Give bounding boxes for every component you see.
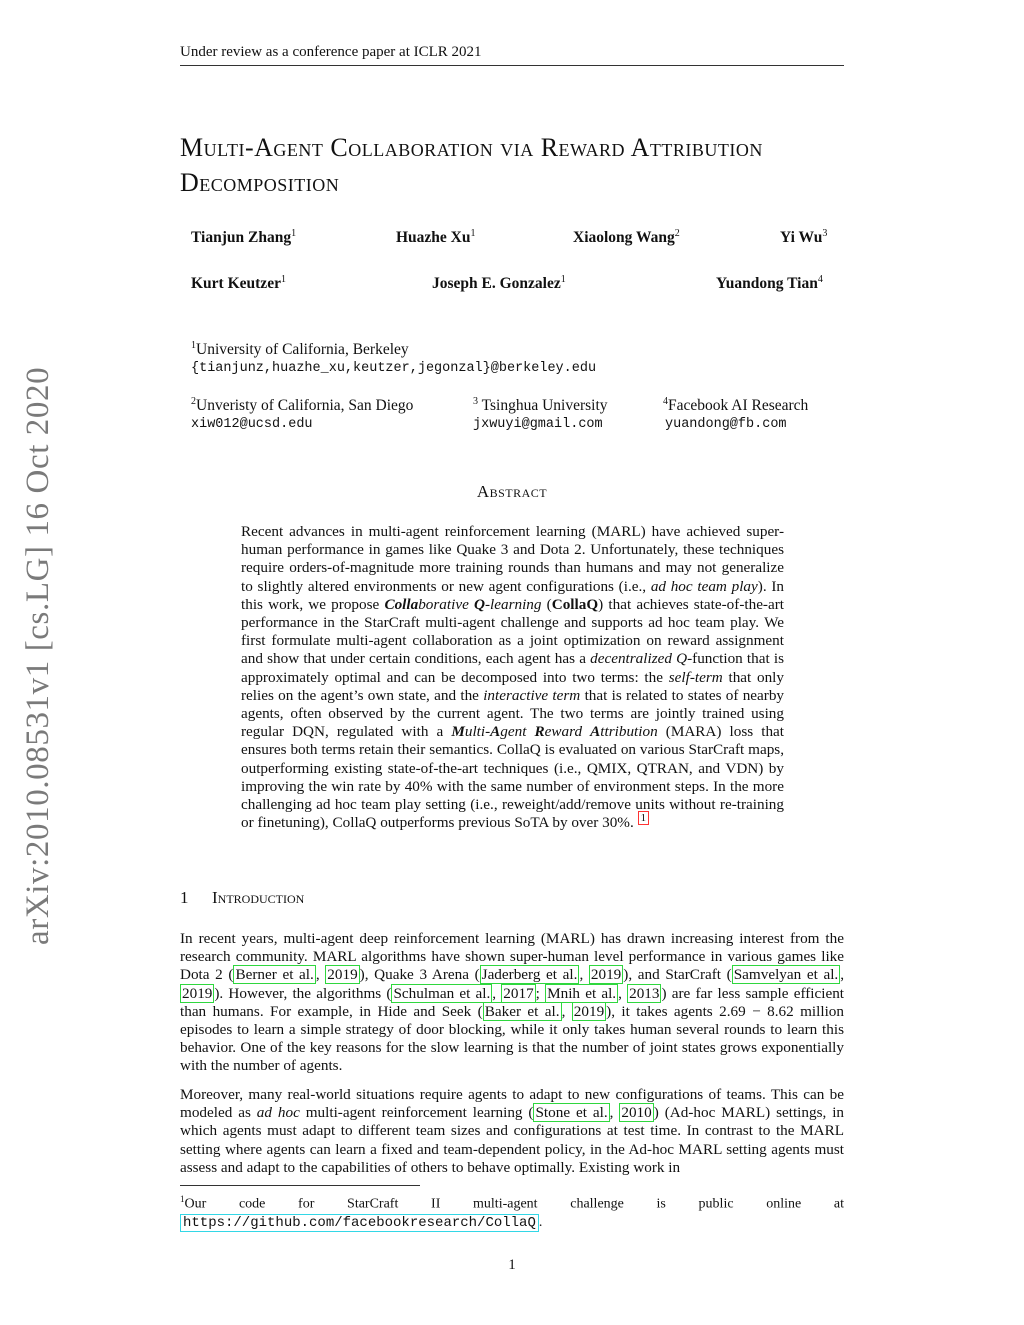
header-rule <box>180 65 844 66</box>
citation-link[interactable]: 2017 <box>503 984 534 1002</box>
abstract-body: Recent advances in multi-agent reinforcement learning (MARL) have achieved super-human performance in games like Quake 3 and Dota 2. Unfortunately, these techniques require orders-of-magnitude more training rounds than humans and may not generalize to slightly altered environments or new agent configurations (i.e., ad hoc team play). In this work, we propose Collaborative Q-learning (CollaQ) that achieves state-of-the-art performance in the StarCraft multi-agent challenge and supports ad hoc team play. We first formulate multi-agent collaboration as a joint optimization on reward assignment and show that under certain conditions, each agent has a decentralized Q-function that is approximately optimal and can be decomposed into two terms: the self-term that only relies on the agent’s own state, and the interactive term that is related to states of nearby agents, often observed by the current agent. The two terms are jointly trained using regular DQN, regulated with a Multi-Agent Reward Attribution (MARA) loss that ensures both terms retain their semantics. CollaQ is evaluated on various StarCraft maps, outperforming existing state-of-the-art techniques (i.e., QMIX, QTRAN, and VDN) by improving the win rate by 40% with the same number of environment steps. In the more challenging ad hoc team play setting (i.e., reweight/add/remove units without re-training or finetuning), CollaQ outperforms previous SoTA by over 30%. $^1$ <box>241 523 785 832</box>
author: Xiaolong Wang$^2$ <box>573 228 680 247</box>
intro-paragraph-2: Moreover, many real-world situations require agents to adapt to new configurations of teams. This can be modeled as ad hoc multi-agent reinforcement learning ( Stone et al. , 2010 ) (Ad-hoc MARL) settings, in which agents must adapt to different team sizes and configurations at test time. In contrast to the MARL setting where agents can learn a fixed and team-dependent policy, in the Ad-hoc MARL setting agents must assess and adapt to the capabilities of others to behave optimally. Existing work in <box>180 1086 845 1176</box>
arxiv-stamp: arXiv:2010.08531v1 [cs.LG] 16 Oct 2020 <box>20 366 56 945</box>
affiliation: $^1$University of California, Berkeley <box>191 340 409 359</box>
citation-link[interactable]: Samvelyan et al. <box>733 966 839 984</box>
affiliation-email: jxwuyi@gmail.com <box>473 417 603 432</box>
code-url-link[interactable]: https://github.com/facebookresearch/CollaQ <box>180 1214 539 1232</box>
citation-link[interactable]: 2019 <box>573 1002 605 1020</box>
footnote-link[interactable]: 1 <box>638 811 650 825</box>
citation-link[interactable]: Mnih et al. <box>547 984 617 1002</box>
citation-link[interactable]: 2019 <box>182 984 213 1002</box>
citation-link[interactable]: Berner et al. <box>235 966 314 984</box>
affiliation-email: {tianjunz,huazhe_xu,keutzer,jegonzal}@berkeley.edu <box>191 361 597 376</box>
affiliation: $^4$Facebook AI Research <box>663 396 809 415</box>
intro-paragraph-1: In recent years, multi-agent deep reinforcement learning (MARL) has drawn increasing interest from the research community. MARL algorithms have shown super-human level performance in various games like Dota 2 ( Berner et al. , 2019 ), Quake 3 Arena ( Jaderberg et al. , 2019 ), and StarCraft ( Samvelyan et al. , 2019 ). However, the algorithms ( Schulman et al. , 2017 ; Mnih et al. , 2013 ) are far less sample efficient than humans. For example, in Hide and Seek ( Baker et al. , 2019 ), it takes agents 2.69 − 8.62 million episodes to learn a simple strategy of door blocking, while it only takes human several rounds to learn this behavior. One of the key reasons for the slow learning is that the number of joint states grows exponentially with the number of agents. <box>180 930 845 1075</box>
affiliation-email: xiw012@ucsd.edu <box>191 417 313 432</box>
citation-link[interactable]: Baker et al. <box>484 1002 560 1020</box>
author: Yi Wu$^3$ <box>780 228 828 247</box>
footnote: $^1$Our code for StarCraft II multi-agent challenge is public online at https://github.com/facebookresearch/CollaQ . <box>180 1194 844 1231</box>
author: Tianjun Zhang$^1$ <box>191 228 297 247</box>
paper-title: Multi-Agent Collaboration via Reward Attribution Decomposition <box>180 133 763 197</box>
citation-link[interactable]: 2010 <box>621 1104 652 1122</box>
citation-link[interactable]: Jaderberg et al. <box>481 966 578 984</box>
citation-link[interactable]: Stone et al. <box>535 1104 608 1122</box>
citation-link[interactable]: 2013 <box>629 984 660 1002</box>
page-number: 1 <box>508 1257 516 1273</box>
author: Joseph E. Gonzalez$^1$ <box>432 274 566 293</box>
citation-link[interactable]: Schulman et al. <box>393 984 491 1002</box>
affiliation-email: yuandong@fb.com <box>665 417 787 432</box>
citation-link[interactable]: 2019 <box>327 966 358 984</box>
author: Yuandong Tian$^4$ <box>716 274 823 293</box>
affiliation: $^3$ Tsinghua University <box>473 396 608 415</box>
section-heading: 1 Introduction <box>180 888 305 907</box>
author: Huazhe Xu$^1$ <box>396 228 476 247</box>
running-head: Under review as a conference paper at ICLR 2021 <box>180 44 482 60</box>
author: Kurt Keutzer$^1$ <box>191 274 286 293</box>
affiliation: $^2$Unveristy of California, San Diego <box>191 396 414 415</box>
citation-link[interactable]: 2019 <box>590 966 622 984</box>
footnote-rule <box>180 1185 420 1186</box>
abstract-heading: Abstract <box>476 482 548 501</box>
